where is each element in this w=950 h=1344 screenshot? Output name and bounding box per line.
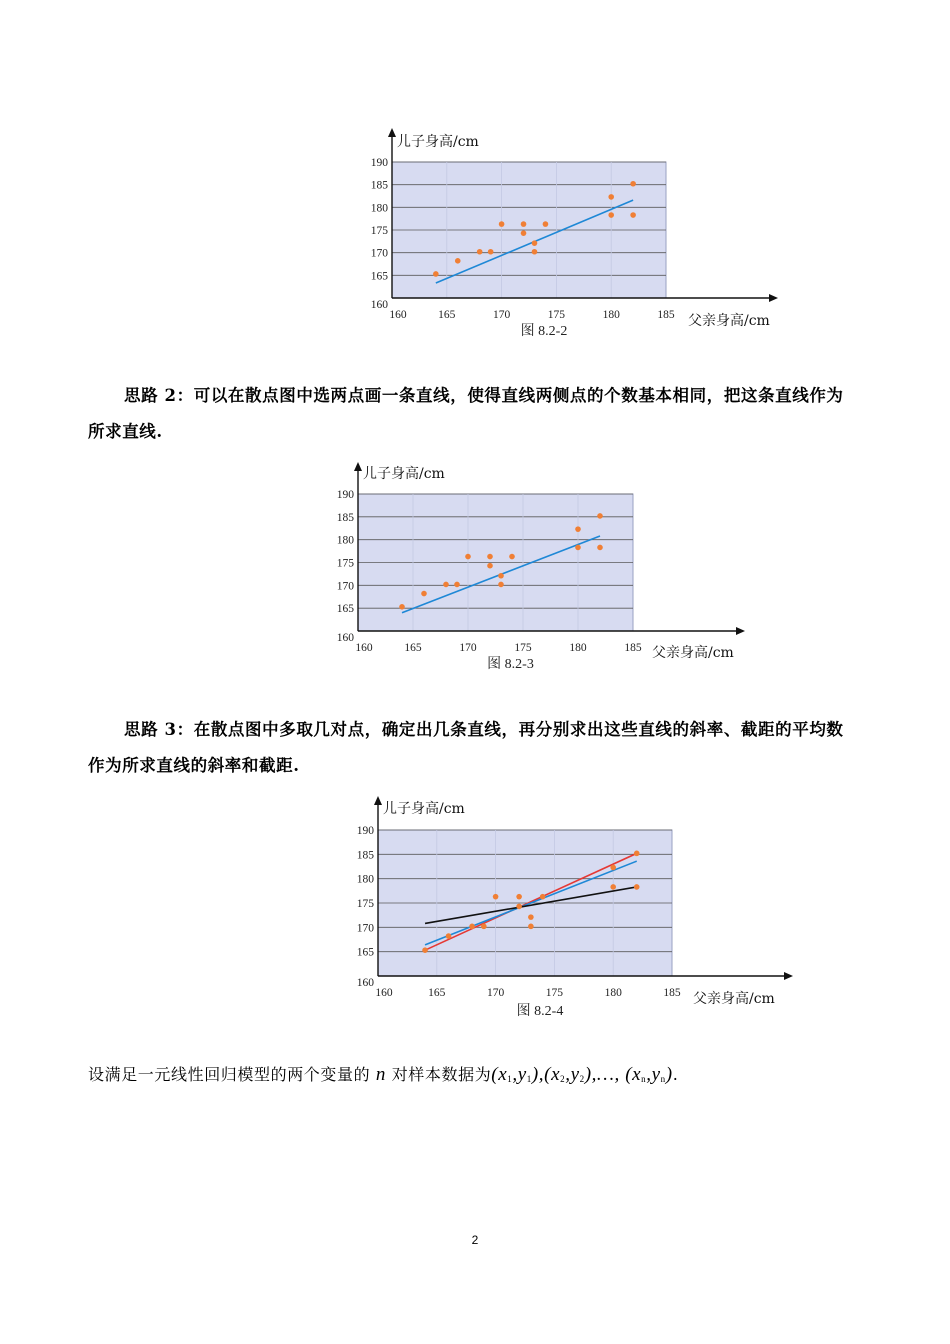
x-tick-label: 165 <box>404 642 422 654</box>
y-tick-label: 185 <box>336 511 354 524</box>
y-tick-label: 160 <box>336 632 354 644</box>
idea-2-text: 思路 2：可以在散点图中选两点画一条直线，使得直线两侧点的个数基本相同，把这条直线作为所求直线. <box>88 386 844 441</box>
y-tick-label: 170 <box>370 247 388 260</box>
data-point <box>516 894 522 900</box>
idea-3-text: 思路 3：在散点图中多取几对点，确定出几条直线，再分别求出这些直线的斜率、截距的平均数作为所求直线的斜率和截距. <box>88 720 844 775</box>
x-tick-label: 170 <box>492 309 511 321</box>
sample-data-sentence <box>88 1062 678 1086</box>
x-axis-title: 父亲身高/cm <box>652 645 734 661</box>
x-tick-label: 170 <box>486 987 505 999</box>
data-point <box>540 894 546 900</box>
x-tick-label: 185 <box>624 642 642 654</box>
y-tick-label: 185 <box>370 179 388 192</box>
y-axis-title: 儿子身高/cm <box>397 134 479 150</box>
x-tick-label: 180 <box>569 642 587 654</box>
x-axis-title: 父亲身高/cm <box>693 991 775 1007</box>
figure-caption: 图 8.2-2 <box>520 324 568 339</box>
x-tick-label: 160 <box>389 309 407 321</box>
x-tick-label: 185 <box>663 987 681 999</box>
data-point <box>481 924 487 930</box>
data-point <box>634 851 640 857</box>
y-tick-label: 160 <box>370 299 388 311</box>
y-tick-label: 170 <box>356 922 374 935</box>
data-point <box>528 914 534 920</box>
figure-caption: 图 8.2-3 <box>487 657 534 672</box>
data-point <box>493 894 499 900</box>
x-tick-label: 180 <box>602 309 620 321</box>
x-tick-label: 160 <box>375 987 393 999</box>
x-tick-label: 175 <box>514 642 532 654</box>
y-tick-label: 190 <box>370 157 388 169</box>
data-point <box>528 924 534 930</box>
sentence-lead: 设满足一元线性回归模型的两个变量的 <box>88 1065 371 1084</box>
y-tick-label: 190 <box>356 825 374 837</box>
data-point <box>422 947 428 953</box>
n-symbol: n <box>375 1064 386 1085</box>
x-tick-label: 175 <box>547 309 566 321</box>
sentence-tail: . <box>672 1065 679 1084</box>
x-tick-label: 170 <box>459 642 477 654</box>
x-tick-label: 180 <box>604 987 622 999</box>
y-tick-label: 160 <box>356 977 374 989</box>
y-tick-label: 190 <box>336 489 354 501</box>
y-axis-title: 儿子身高/cm <box>363 466 445 482</box>
x-tick-label: 165 <box>438 309 456 321</box>
y-tick-label: 175 <box>356 898 374 910</box>
data-point <box>610 865 616 871</box>
y-tick-label: 170 <box>336 580 354 593</box>
x-tick-label: 165 <box>428 987 446 999</box>
y-tick-label: 175 <box>336 557 354 570</box>
x-tick-label: 175 <box>545 987 564 999</box>
y-tick-label: 175 <box>370 225 388 237</box>
y-tick-label: 165 <box>356 946 374 959</box>
data-point <box>634 884 640 890</box>
x-axis-arrow <box>784 972 793 980</box>
data-point <box>446 933 452 939</box>
figure-caption: 图 8.2-4 <box>516 1004 564 1019</box>
data-point <box>469 924 475 930</box>
x-tick-label: 160 <box>355 642 373 654</box>
data-point <box>610 884 616 890</box>
y-tick-label: 180 <box>356 873 374 886</box>
y-axis-title: 儿子身高/cm <box>383 801 465 817</box>
sample-tuple-list: $(x_1,y_1),(x_2,y_2),\dots$, $(x_n,y_n)$ <box>491 1064 673 1085</box>
y-axis-arrow <box>374 796 382 805</box>
y-tick-label: 165 <box>336 603 354 616</box>
y-tick-label: 180 <box>336 534 354 547</box>
y-tick-label: 185 <box>356 849 374 862</box>
data-point <box>516 904 522 910</box>
y-tick-label: 165 <box>370 270 388 283</box>
x-axis-title: 父亲身高/cm <box>688 313 770 329</box>
y-tick-label: 180 <box>370 202 388 215</box>
sentence-mid: 对样本数据为 <box>391 1065 492 1084</box>
x-tick-label: 185 <box>657 309 675 321</box>
page-number: 2 <box>471 1233 479 1247</box>
